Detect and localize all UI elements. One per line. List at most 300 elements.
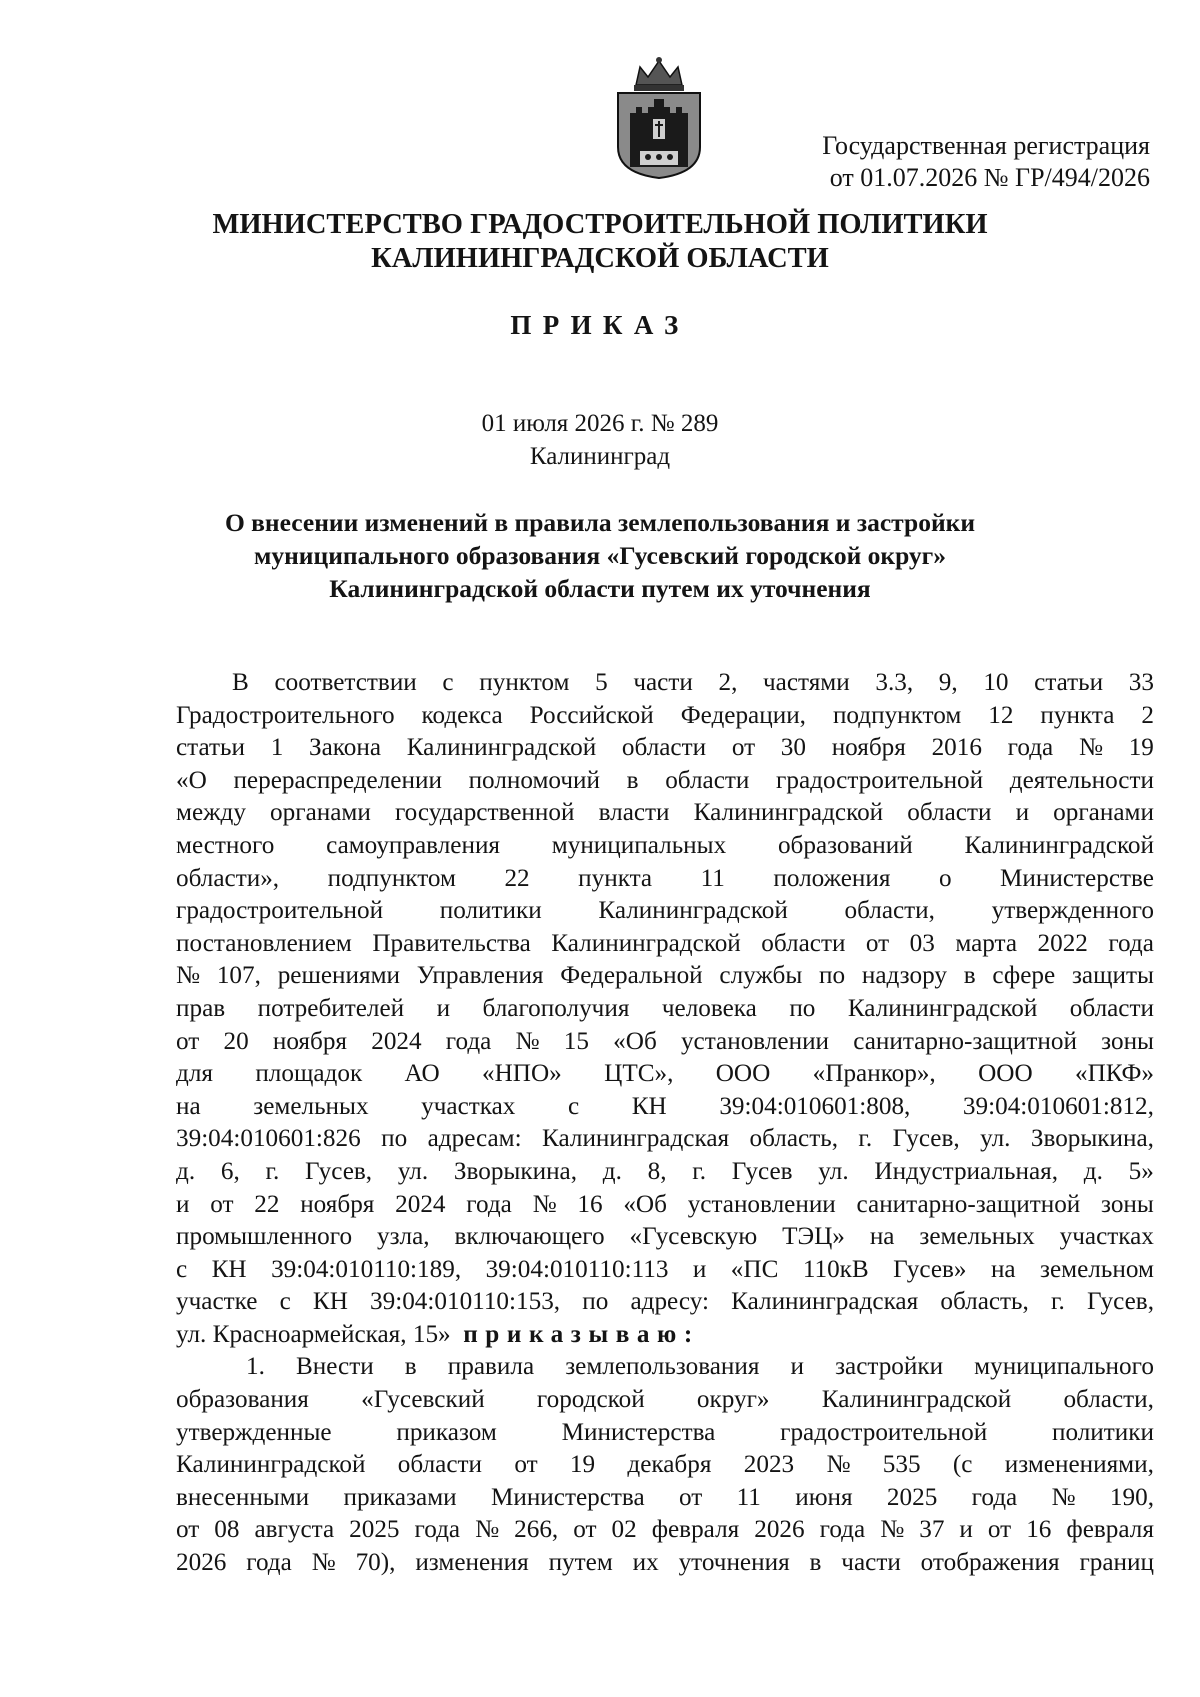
- body-word: потребителей: [257, 994, 405, 1022]
- body-word: для: [176, 1060, 213, 1088]
- body-word: изменения: [415, 1549, 529, 1577]
- body-word: 03: [909, 929, 935, 957]
- body-word: округ»: [696, 1386, 770, 1414]
- body-word: №: [1051, 1483, 1076, 1511]
- body-word: санитарно-защитной: [853, 1027, 1077, 1055]
- body-word: ООО: [715, 1060, 771, 1088]
- body-word: года: [1108, 929, 1154, 957]
- body-word: зоны: [1101, 1190, 1154, 1218]
- body-word: Зворыкина,: [453, 1157, 578, 1185]
- body-word: Гусев,: [1086, 1288, 1154, 1316]
- body-word: 11: [736, 1483, 761, 1511]
- body-line: [176, 928, 1154, 961]
- order-city: Калининград: [529, 443, 671, 470]
- body-word: утвержденного: [991, 897, 1154, 925]
- body-word: решениями: [277, 962, 400, 990]
- body-word: адресам:: [427, 1125, 522, 1153]
- body-line: [176, 1058, 1154, 1091]
- body-word: «Гусевский: [361, 1386, 485, 1414]
- body-word: 12: [988, 701, 1014, 729]
- body-word: отображения: [920, 1549, 1060, 1577]
- body-word: благополучия: [482, 994, 630, 1022]
- body-word: положения: [773, 864, 891, 892]
- body-word: 30: [780, 734, 806, 762]
- body-word: 2024: [371, 1027, 422, 1055]
- body-word: Индустриальная,: [874, 1157, 1059, 1185]
- body-word: Калининградской: [964, 831, 1154, 859]
- body-word: КН: [631, 1092, 667, 1120]
- body-word: на: [869, 1223, 895, 1251]
- body-line: [176, 1449, 1154, 1482]
- body-word: путем: [548, 1549, 613, 1577]
- body-word: области: [397, 1451, 482, 1479]
- body-line: [176, 1319, 1154, 1352]
- body-word: муниципального: [974, 1353, 1154, 1381]
- body-word: по: [381, 1125, 408, 1153]
- body-word: №: [826, 1451, 851, 1479]
- body-word: защиты: [1071, 962, 1154, 990]
- body-word: частями: [763, 669, 850, 696]
- body-word: «Об: [623, 1190, 667, 1218]
- body-word: Федерации,: [680, 701, 806, 729]
- body-word: 19: [569, 1451, 596, 1479]
- body-word: ЦТС»,: [604, 1060, 674, 1088]
- body-line: [176, 765, 1154, 798]
- body-word: с: [279, 1288, 291, 1316]
- body-word: 15: [563, 1027, 589, 1055]
- body-word: включающего: [454, 1223, 605, 1251]
- title-line: О внесении изменений в правила землепользования и застройки: [224, 508, 976, 537]
- body-line-text: ул. Красноармейская, 15»: [176, 1320, 451, 1348]
- body-word: «Пранкор»,: [812, 1060, 936, 1088]
- body-word: Калининградской: [693, 799, 884, 827]
- body-word: земельных: [919, 1223, 1035, 1251]
- body-word: «НПО»: [482, 1060, 562, 1088]
- body-word: «Гусевскую: [629, 1223, 758, 1251]
- body-word: от: [573, 1516, 597, 1544]
- body-word: ноября: [831, 734, 906, 762]
- body-word: 1.: [246, 1353, 265, 1381]
- body-word: 08: [214, 1516, 240, 1544]
- body-word: «ПКФ»: [1075, 1060, 1154, 1088]
- body-word: от: [865, 929, 890, 957]
- body-line: [176, 1091, 1154, 1124]
- body-word: «Об: [613, 1027, 657, 1055]
- body-word: №: [515, 1027, 540, 1055]
- body-word: года: [466, 1190, 512, 1218]
- body-word: 3.3,: [875, 669, 914, 696]
- body-word: 20: [223, 1027, 249, 1055]
- body-word: между: [176, 799, 246, 827]
- body-word: статьи: [176, 734, 245, 762]
- body-word: Российской: [529, 701, 654, 729]
- body-word: деятельности: [1009, 766, 1154, 794]
- body-word: ноября: [272, 1027, 348, 1055]
- body-line: [176, 1189, 1154, 1222]
- body-word: Калининградской: [598, 897, 788, 925]
- body-word: части: [841, 1549, 901, 1577]
- body-line: [176, 1417, 1154, 1450]
- body-word: и: [790, 1353, 805, 1381]
- body-word: землепользования: [565, 1353, 760, 1381]
- preamble-paragraph: [176, 667, 1154, 1319]
- body-word: земельных: [253, 1092, 369, 1120]
- ministry-line-1: МИНИСТЕРСТВО ГРАДОСТРОИТЕЛЬНОЙ ПОЛИТИКИ: [212, 209, 988, 240]
- body-word: в: [626, 766, 639, 794]
- body-word: области,: [844, 897, 935, 925]
- body-word: подпунктом: [832, 701, 962, 729]
- body-word: №: [475, 1516, 500, 1544]
- body-word: г.: [265, 1157, 280, 1185]
- body-word: 1: [270, 734, 284, 762]
- body-word: пункта: [578, 864, 653, 892]
- body-word: Гусев»: [893, 1255, 967, 1283]
- body-word: 107,: [216, 962, 261, 990]
- body-word: «О: [176, 766, 207, 794]
- body-word: по: [819, 962, 846, 990]
- body-word: земельном: [1040, 1255, 1154, 1283]
- body-word: Управления: [416, 962, 544, 990]
- body-word: 2026: [176, 1549, 227, 1577]
- body-word: Зворыкина,: [1030, 1125, 1154, 1153]
- body-line: [176, 797, 1154, 830]
- body-word: зоны: [1101, 1027, 1154, 1055]
- body-word: Калининградская: [731, 1288, 919, 1316]
- body-line: [176, 1026, 1154, 1059]
- body-line: [176, 1351, 1154, 1384]
- body-word: область,: [749, 1125, 839, 1153]
- body-word: кодекса: [421, 701, 503, 729]
- body-word: области: [1069, 994, 1154, 1022]
- body-line: [176, 993, 1154, 1026]
- title-line: Калининградской области путем их уточнения: [329, 574, 871, 603]
- body-word: площадок: [255, 1060, 363, 1088]
- body-word: года: [819, 1516, 866, 1544]
- body-word: 16: [1026, 1516, 1052, 1544]
- body-word: пункта: [1040, 701, 1115, 729]
- body-word: и: [1015, 799, 1030, 827]
- body-word: года: [246, 1549, 292, 1577]
- body-line: [176, 700, 1154, 733]
- body-word: Калининградской: [847, 994, 1038, 1022]
- body-word: органами: [270, 799, 371, 827]
- body-word: участках: [421, 1092, 516, 1120]
- body-word: г.: [1051, 1288, 1065, 1316]
- body-word: года: [971, 1483, 1018, 1511]
- body-word: 2016: [931, 734, 982, 762]
- body-word: Калининградской: [406, 734, 597, 762]
- body-word: и: [692, 1255, 707, 1283]
- body-word: ул.: [980, 1125, 1011, 1153]
- body-word: 39:04:010110:189,: [271, 1255, 462, 1283]
- body-word: градостроительной: [780, 1418, 988, 1446]
- body-word: Министерства: [561, 1418, 716, 1446]
- body-word: года: [1007, 734, 1054, 762]
- body-word: статьи: [1034, 669, 1104, 696]
- body-word: 110кВ: [802, 1255, 869, 1283]
- body-word: участке: [176, 1288, 258, 1316]
- body-word: градостроительной: [176, 897, 384, 925]
- body-word: области»,: [176, 864, 280, 892]
- body-word: г.: [692, 1157, 707, 1185]
- body-line: [176, 1514, 1154, 1547]
- ministry-name: [0, 208, 1200, 276]
- registration-label: Государственная регистрация: [822, 131, 1150, 160]
- body-word: полномочий: [468, 766, 600, 794]
- body-word: Закона: [309, 734, 382, 762]
- body-word: утвержденные: [176, 1418, 332, 1446]
- body-word: 39:04:010601:812,: [962, 1092, 1154, 1120]
- body-word: 6,: [220, 1157, 240, 1185]
- document-type: ПРИКАЗ: [510, 310, 690, 340]
- body-word: 39:04:010601:826: [176, 1125, 361, 1153]
- body-word: 2024: [395, 1190, 446, 1218]
- body-word: года: [445, 1027, 492, 1055]
- ministry-line-2: КАЛИНИНГРАДСКОЙ ОБЛАСТИ: [371, 243, 829, 274]
- body-word: и: [959, 1516, 973, 1544]
- body-word: Калининградская: [542, 1125, 730, 1153]
- body-word: №: [1078, 734, 1103, 762]
- body-word: 266,: [514, 1516, 559, 1544]
- body-line: [176, 1254, 1154, 1287]
- body-line: [176, 1221, 1154, 1254]
- body-word: приказом: [396, 1418, 497, 1446]
- body-word: от: [987, 1516, 1012, 1544]
- body-word: д.: [602, 1157, 622, 1185]
- body-word: подпунктом: [327, 864, 456, 892]
- body-word: органами: [1053, 799, 1154, 827]
- state-registration: [822, 130, 1150, 194]
- body-word: власти: [598, 799, 670, 827]
- body-word: на: [176, 1092, 201, 1120]
- body-word: 39:04:010601:808,: [719, 1092, 911, 1120]
- body-word: образований: [777, 831, 913, 859]
- body-word: «ПС: [730, 1255, 779, 1283]
- body-word: от: [731, 734, 756, 762]
- body-line: [176, 732, 1154, 765]
- body-word: Градостроительного: [176, 701, 395, 729]
- body-line: [176, 960, 1154, 993]
- body-word: соответствии: [274, 669, 417, 696]
- body-word: в: [963, 962, 976, 990]
- body-word: область,: [940, 1288, 1029, 1316]
- body-word: правила: [447, 1353, 535, 1381]
- body-word: границ: [1079, 1549, 1154, 1577]
- body-word: образования: [176, 1386, 309, 1414]
- order-title: [0, 506, 1200, 605]
- body-word: по: [789, 994, 816, 1022]
- body-word: службы: [719, 962, 803, 990]
- body-word: от: [176, 1516, 200, 1544]
- body-word: февраля: [1066, 1516, 1154, 1544]
- body-word: ул.: [818, 1157, 849, 1185]
- body-word: политики: [439, 897, 542, 925]
- body-word: с: [176, 1255, 188, 1283]
- body-word: постановлением: [176, 929, 352, 957]
- body-word: Калининградской: [176, 1451, 366, 1479]
- body-word: политики: [1052, 1418, 1154, 1446]
- body-word: в: [404, 1353, 417, 1381]
- body-word: В: [232, 669, 249, 696]
- body-word: адресу:: [630, 1288, 709, 1316]
- body-word: сфере: [992, 962, 1056, 990]
- order-body: [176, 667, 1154, 1580]
- date-block: [0, 407, 1200, 473]
- body-word: от: [679, 1483, 703, 1511]
- body-word: Калининградской: [821, 1386, 1012, 1414]
- body-word: установлении: [680, 1027, 830, 1055]
- body-word: на: [990, 1255, 1016, 1283]
- body-word: градостроительной: [776, 766, 984, 794]
- body-word: 5»: [1128, 1157, 1154, 1185]
- body-word: области: [665, 766, 750, 794]
- order-date-number: 01 июля 2026 г. № 289: [481, 410, 719, 437]
- body-word: городской: [536, 1386, 645, 1414]
- body-word: уточнения: [678, 1549, 790, 1577]
- body-word: №: [532, 1190, 557, 1218]
- body-word: Гусев: [731, 1157, 793, 1185]
- order-item-1: [176, 1351, 1154, 1579]
- body-word: в: [809, 1549, 822, 1577]
- body-line: [176, 1547, 1154, 1580]
- body-line: [176, 1156, 1154, 1189]
- body-word: 8,: [647, 1157, 667, 1185]
- body-word: 2022: [1037, 929, 1088, 957]
- coat-of-arms-icon: [608, 55, 710, 180]
- body-word: человека: [661, 994, 757, 1022]
- body-word: №: [176, 962, 201, 990]
- body-word: АО: [404, 1060, 440, 1088]
- body-word: 02: [611, 1516, 637, 1544]
- body-word: №: [880, 1516, 905, 1544]
- body-word: Министерства: [490, 1483, 645, 1511]
- body-word: 39:04:010110:153,: [370, 1288, 561, 1316]
- body-word: 2025: [886, 1483, 938, 1511]
- body-word: надзору: [861, 962, 947, 990]
- body-word: №: [311, 1549, 336, 1577]
- body-word: участках: [1059, 1223, 1154, 1251]
- body-word: санитарно-защитной: [856, 1190, 1081, 1218]
- body-word: 11: [700, 864, 725, 892]
- body-word: их: [632, 1549, 659, 1577]
- body-word: ул.: [397, 1157, 429, 1185]
- body-word: д.: [176, 1157, 196, 1185]
- order-word: приказываю:: [463, 1320, 700, 1348]
- body-word: застройки: [835, 1353, 944, 1381]
- body-word: узла,: [376, 1223, 430, 1251]
- body-word: области: [761, 929, 846, 957]
- body-word: 70),: [355, 1549, 396, 1577]
- body-word: приказами: [343, 1483, 457, 1511]
- body-word: 16: [577, 1190, 603, 1218]
- body-word: от: [514, 1451, 538, 1479]
- body-word: года: [414, 1516, 461, 1544]
- body-line: [176, 863, 1154, 896]
- body-word: 9,: [938, 669, 958, 696]
- body-word: февраля: [651, 1516, 740, 1544]
- body-word: 2023: [743, 1451, 795, 1479]
- body-word: марта: [955, 929, 1018, 957]
- body-word: самоуправления: [326, 831, 501, 859]
- body-word: местного: [176, 831, 275, 859]
- body-word: 2025: [349, 1516, 400, 1544]
- body-word: и: [436, 994, 451, 1022]
- title-line: муниципального образования «Гусевский городской округ»: [254, 541, 946, 570]
- body-line: [176, 1123, 1154, 1156]
- body-word: с: [567, 1092, 580, 1120]
- body-word: перераспределении: [233, 766, 442, 794]
- body-line: [176, 667, 1154, 700]
- body-word: области,: [1063, 1386, 1154, 1414]
- body-word: Гусев,: [892, 1125, 960, 1153]
- body-word: июня: [795, 1483, 853, 1511]
- body-word: Внести: [295, 1353, 374, 1381]
- body-word: изменениями,: [1004, 1451, 1154, 1479]
- registration-number: от 01.07.2026 № ГР/494/2026: [829, 163, 1150, 192]
- body-word: Калининградской: [551, 929, 741, 957]
- body-word: Гусев,: [305, 1157, 373, 1185]
- body-line: [176, 1384, 1154, 1417]
- body-word: с: [442, 669, 454, 696]
- body-word: области: [907, 799, 992, 827]
- body-word: промышленного: [176, 1223, 353, 1251]
- body-word: 190,: [1109, 1483, 1154, 1511]
- body-word: ООО: [978, 1060, 1033, 1088]
- body-word: муниципальных: [551, 831, 727, 859]
- body-word: ТЭЦ»: [782, 1223, 845, 1251]
- body-word: ноября: [300, 1190, 375, 1218]
- body-word: по: [582, 1288, 609, 1316]
- body-word: от: [210, 1190, 234, 1218]
- body-word: 10: [983, 669, 1009, 696]
- body-word: 2026: [754, 1516, 805, 1544]
- body-word: Правительства: [372, 929, 531, 957]
- body-word: и: [176, 1190, 190, 1218]
- body-word: Федеральной: [560, 962, 703, 990]
- body-word: внесенными: [176, 1483, 310, 1511]
- body-line: [176, 1286, 1154, 1319]
- body-word: КН: [211, 1255, 247, 1283]
- body-word: д.: [1083, 1157, 1103, 1185]
- body-word: о: [938, 864, 952, 892]
- body-word: 33: [1128, 669, 1154, 696]
- body-word: КН: [312, 1288, 348, 1316]
- body-line: [176, 1482, 1154, 1515]
- body-word: декабря: [627, 1451, 712, 1479]
- body-word: государственной: [394, 799, 575, 827]
- body-word: 2: [1141, 701, 1154, 729]
- body-word: (с: [952, 1451, 973, 1479]
- body-word: 535: [882, 1451, 921, 1479]
- body-word: августа: [254, 1516, 335, 1544]
- body-word: 19: [1128, 734, 1154, 762]
- body-word: г.: [858, 1125, 873, 1153]
- body-line: [176, 830, 1154, 863]
- body-word: от: [176, 1027, 200, 1055]
- body-word: Министерстве: [1000, 864, 1154, 892]
- body-word: 22: [504, 864, 530, 892]
- body-word: 2,: [718, 669, 738, 696]
- body-word: 39:04:010110:113: [485, 1255, 669, 1283]
- body-word: прав: [176, 994, 226, 1022]
- body-word: 5: [595, 669, 608, 696]
- body-word: установлении: [687, 1190, 836, 1218]
- body-word: пунктом: [479, 669, 570, 696]
- body-word: 37: [919, 1516, 945, 1544]
- body-word: 22: [254, 1190, 280, 1218]
- body-word: области: [621, 734, 707, 762]
- body-word: части: [633, 669, 693, 696]
